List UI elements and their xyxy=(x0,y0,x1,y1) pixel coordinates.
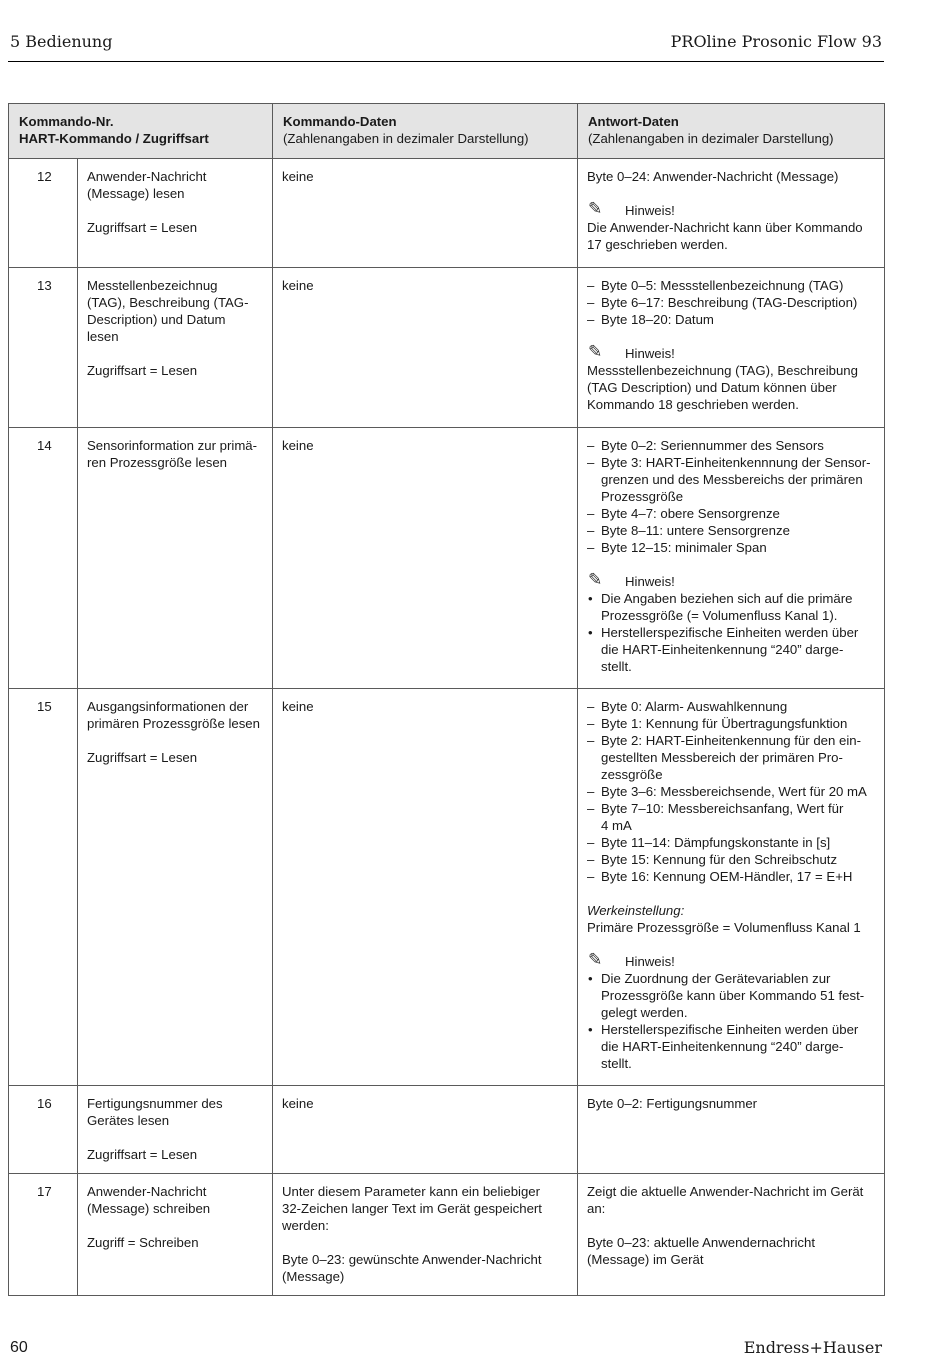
brand-logo: Endress+Hauser xyxy=(743,1338,882,1357)
answer-text: Byte 0–24: Anwender-Nachricht (Message) xyxy=(587,169,839,184)
command-text: Sensorinformation zur primä- xyxy=(87,438,258,453)
command-description xyxy=(78,159,273,268)
command-number-text: 14 xyxy=(37,438,52,453)
note-heading xyxy=(587,950,876,970)
column-header-answer-title: Antwort-Daten xyxy=(588,114,679,129)
command-number xyxy=(9,1086,78,1174)
answer-text: Byte 0–2: Fertigungsnummer xyxy=(587,1096,758,1111)
note-list-item: • Herstellerspezifische Einheiten werden über die HART-Einheitenkennung “240” darge- stellt. xyxy=(587,624,876,675)
column-header-answer-subtitle: (Zahlenangaben in dezimaler Darstellung) xyxy=(588,131,834,146)
answer-list-item: – Byte 1: Kennung für Übertragungsfunktion xyxy=(587,715,876,732)
command-number xyxy=(9,159,78,268)
hart-command-table xyxy=(8,103,885,1296)
command-number xyxy=(9,428,78,689)
product-title: PROline Prosonic Flow 93 xyxy=(670,32,882,51)
note-text: 17 geschrieben werden. xyxy=(587,237,728,252)
column-header-command-data xyxy=(273,104,578,159)
pencil-icon: ✎ xyxy=(588,570,603,589)
answer-list xyxy=(587,437,876,556)
command-text: Messtellenbezeichnug xyxy=(87,278,218,293)
answer-list-item: – Byte 8–11: untere Sensorgrenze xyxy=(587,522,876,539)
answer-list-item: – Byte 15: Kennung für den Schreibschutz xyxy=(587,851,876,868)
note-list-item: • Die Zuordnung der Gerätevariablen zur Prozessgröße kann über Kommando 51 fest- gelegt werden. xyxy=(587,970,876,1021)
page-number: 60 xyxy=(10,1339,28,1356)
command-data-text: keine xyxy=(282,438,314,453)
command-text: (TAG), Beschreibung (TAG- xyxy=(87,295,249,310)
answer-list-item: – Byte 16: Kennung OEM-Händler, 17 = E+H xyxy=(587,868,876,885)
note-heading xyxy=(587,342,876,362)
note-text: Kommando 18 geschrieben werden. xyxy=(587,397,799,412)
pencil-icon: ✎ xyxy=(588,199,603,218)
answer-data xyxy=(578,428,885,689)
page-footer xyxy=(8,1338,884,1362)
access-type: Zugriffsart = Lesen xyxy=(87,1147,198,1162)
command-text: Fertigungsnummer des xyxy=(87,1096,223,1111)
answer-list-item: – Byte 0–2: Seriennummer des Sensors xyxy=(587,437,876,454)
table-row xyxy=(9,428,885,689)
note-heading xyxy=(587,570,876,590)
table-row xyxy=(9,159,885,268)
command-text: Anwender-Nachricht xyxy=(87,169,207,184)
command-text: primären Prozessgröße lesen xyxy=(87,716,260,731)
access-type: Zugriff = Schreiben xyxy=(87,1235,199,1250)
answer-list xyxy=(587,698,876,885)
answer-list-item: – Byte 12–15: minimaler Span xyxy=(587,539,876,556)
command-number-text: 16 xyxy=(37,1096,52,1111)
answer-list-item: – Byte 3: HART-Einheitenkennnung der Sensor- grenzen und des Messbereichs der primären Prozessgröße xyxy=(587,454,876,505)
column-header-command xyxy=(9,104,273,159)
column-header-answer-data xyxy=(578,104,885,159)
answer-list-item: – Byte 0: Alarm- Auswahlkennung xyxy=(587,698,876,715)
table-header-row xyxy=(9,104,885,159)
access-type: Zugriffsart = Lesen xyxy=(87,220,198,235)
answer-list-item: – Byte 0–5: Messstellenbezeichnung (TAG) xyxy=(587,277,876,294)
answer-text: Zeigt die aktuelle Anwender-Nachricht im Gerät xyxy=(587,1184,864,1199)
command-number xyxy=(9,689,78,1086)
command-number xyxy=(9,1174,78,1296)
note-label: Hinweis! xyxy=(625,954,675,969)
note-label: Hinweis! xyxy=(625,203,675,218)
answer-data xyxy=(578,159,885,268)
command-number-text: 17 xyxy=(37,1184,52,1199)
note-list-item: • Herstellerspezifische Einheiten werden über die HART-Einheitenkennung “240” darge- stellt. xyxy=(587,1021,876,1072)
command-data-text: 32-Zeichen langer Text im Gerät gespeichert xyxy=(282,1201,542,1216)
note-text: (TAG Description) und Datum können über xyxy=(587,380,837,395)
command-data xyxy=(273,1086,578,1174)
answer-text: (Message) im Gerät xyxy=(587,1252,704,1267)
answer-list-item: – Byte 3–6: Messbereichsende, Wert für 20 mA xyxy=(587,783,876,800)
access-type: Zugriffsart = Lesen xyxy=(87,750,198,765)
note-list xyxy=(587,970,876,1072)
command-data-text: keine xyxy=(282,1096,314,1111)
command-data-text: Byte 0–23: gewünschte Anwender-Nachricht xyxy=(282,1252,542,1267)
command-data-text: (Message) xyxy=(282,1269,345,1284)
table-row xyxy=(9,1174,885,1296)
command-data xyxy=(273,428,578,689)
command-text: ren Prozessgröße lesen xyxy=(87,455,228,470)
command-data xyxy=(273,159,578,268)
command-text: Gerätes lesen xyxy=(87,1113,170,1128)
table-row xyxy=(9,1086,885,1174)
answer-list-item: – Byte 7–10: Messbereichsanfang, Wert für 4 mA xyxy=(587,800,876,834)
command-number-text: 15 xyxy=(37,699,52,714)
command-text: (Message) lesen xyxy=(87,186,185,201)
answer-list-item: – Byte 6–17: Beschreibung (TAG-Description) xyxy=(587,294,876,311)
note-label: Hinweis! xyxy=(625,574,675,589)
answer-list-item: – Byte 11–14: Dämpfungskonstante in [s] xyxy=(587,834,876,851)
command-description xyxy=(78,1086,273,1174)
answer-text: an: xyxy=(587,1201,606,1216)
pencil-icon: ✎ xyxy=(588,342,603,361)
answer-list xyxy=(587,277,876,328)
factory-setting-value: Primäre Prozessgröße = Volumenfluss Kanal 1 xyxy=(587,920,861,935)
command-description xyxy=(78,428,273,689)
answer-text: Byte 0–23: aktuelle Anwendernachricht xyxy=(587,1235,815,1250)
command-text: lesen xyxy=(87,329,119,344)
command-data-text: keine xyxy=(282,169,314,184)
answer-data xyxy=(578,1174,885,1296)
command-data xyxy=(273,268,578,428)
column-header-data-title: Kommando-Daten xyxy=(283,114,397,129)
factory-setting-label: Werkeinstellung: xyxy=(587,903,685,918)
command-data xyxy=(273,1174,578,1296)
command-description xyxy=(78,268,273,428)
command-description xyxy=(78,1174,273,1296)
command-text: Anwender-Nachricht xyxy=(87,1184,207,1199)
note-label: Hinweis! xyxy=(625,346,675,361)
command-data-text: Unter diesem Parameter kann ein beliebiger xyxy=(282,1184,541,1199)
access-type: Zugriffsart = Lesen xyxy=(87,363,198,378)
note-text: Messstellenbezeichnung (TAG), Beschreibung xyxy=(587,363,858,378)
note-list-item: • Die Angaben beziehen sich auf die primäre Prozessgröße (= Volumenfluss Kanal 1). xyxy=(587,590,876,624)
command-data xyxy=(273,689,578,1086)
answer-data xyxy=(578,268,885,428)
answer-list-item: – Byte 2: HART-Einheitenkennung für den ein- gestellten Messbereich der primären Pro- zessgröße xyxy=(587,732,876,783)
column-header-data-subtitle: (Zahlenangaben in dezimaler Darstellung) xyxy=(283,131,529,146)
note-text: Die Anwender-Nachricht kann über Kommando xyxy=(587,220,863,235)
table-row xyxy=(9,268,885,428)
column-header-command-subtitle: HART-Kommando / Zugriffsart xyxy=(19,131,209,146)
command-text: Description) und Datum xyxy=(87,312,226,327)
pencil-icon: ✎ xyxy=(588,950,603,969)
note-list xyxy=(587,590,876,675)
chapter-title: 5 Bedienung xyxy=(10,32,113,51)
column-header-command-title: Kommando-Nr. xyxy=(19,114,114,129)
command-text: (Message) schreiben xyxy=(87,1201,211,1216)
command-data-text: keine xyxy=(282,699,314,714)
answer-data xyxy=(578,1086,885,1174)
page-header xyxy=(8,32,884,62)
note-heading xyxy=(587,199,876,219)
command-data-text: keine xyxy=(282,278,314,293)
table-row xyxy=(9,689,885,1086)
command-text: Ausgangsinformationen der xyxy=(87,699,249,714)
command-number-text: 12 xyxy=(37,169,52,184)
command-number-text: 13 xyxy=(37,278,52,293)
answer-list-item: – Byte 4–7: obere Sensorgrenze xyxy=(587,505,876,522)
command-data-text: werden: xyxy=(282,1218,329,1233)
answer-data xyxy=(578,689,885,1086)
command-number xyxy=(9,268,78,428)
command-description xyxy=(78,689,273,1086)
answer-list-item: – Byte 18–20: Datum xyxy=(587,311,876,328)
